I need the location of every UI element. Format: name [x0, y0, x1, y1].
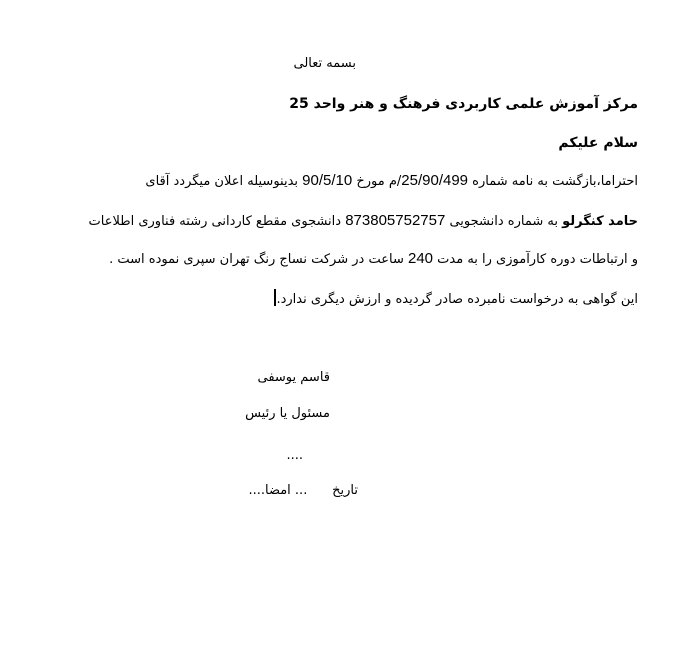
body-line-3 [109, 249, 638, 270]
letter-date: 90/5/10 [302, 172, 353, 189]
basmala-heading: بسمه تعالی [293, 56, 356, 71]
body-line-2-id-label: به شماره دانشجویی [449, 214, 558, 229]
signatory-name: قاسم یوسفی [257, 370, 330, 385]
student-id: 873805752757 [345, 212, 446, 229]
letter-number: 25/90/499 [401, 172, 469, 189]
date-label: تاریخ [332, 483, 358, 498]
body-line-3-company: ساعت در شرکت نساج رنگ تهران سپری نموده است . [109, 252, 404, 267]
body-line-4[interactable] [272, 289, 638, 310]
body-line-1-intro: احتراما،بازگشت به نامه شماره [472, 174, 638, 189]
internship-hours: 240 [407, 250, 434, 267]
body-line-1 [145, 171, 638, 192]
body-line-3-intro: و ارتباطات دوره کارآموزی را به مدت [437, 252, 638, 267]
student-name: حامد کنگرلو [562, 214, 638, 229]
signatory-role: مسئول یا رئیس [245, 406, 330, 421]
body-line-1-announce: بدینوسیله اعلان میگردد آقای [145, 174, 299, 189]
placeholder-dots: .... [286, 448, 303, 463]
signature-label: ... امضا.... [248, 483, 308, 498]
body-line-4-text: این گواهی به درخواست نامبرده صادر گردیده و ارزش دیگری ندارد. [276, 292, 638, 307]
date-signature-line [248, 481, 358, 501]
body-line-2-field: دانشجوی مقطع کاردانی رشته فناوری اطلاعات [88, 214, 342, 229]
body-line-2 [89, 211, 638, 232]
body-line-1-dated: /م مورخ [356, 174, 402, 189]
greeting: سلام علیکم [558, 135, 638, 151]
recipient-institution: مرکز آموزش علمی کاربردی فرهنگ و هنر واحد 25 [289, 96, 638, 112]
